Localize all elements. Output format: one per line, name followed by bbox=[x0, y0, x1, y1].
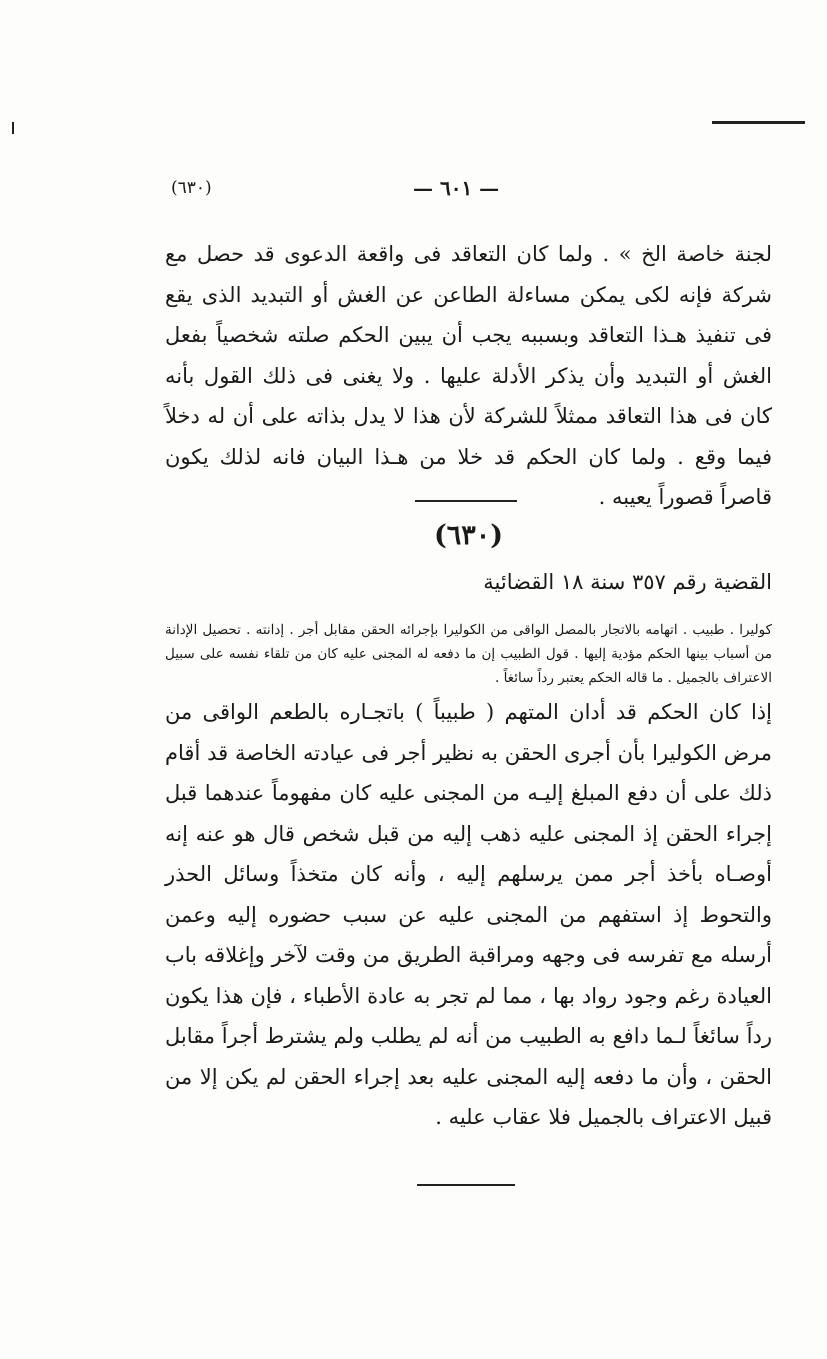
document-page bbox=[165, 170, 772, 1180]
case-title: القضية رقم ٣٥٧ سنة ١٨ القضائية bbox=[483, 570, 772, 594]
case-summary: كوليرا . طبيب . اتهامه بالاتجار بالمصل الواقى من الكوليرا بإجرائه الحقن مقابل أجر . إدانته . تحصيل الإدانة من أسباب بينها الحكم مؤدية إليها . قول الطبيب إن ما دفعه له المجنى عليه كان من تلقاء نفسه على سبيل الاعتراف بالجميل . ما قاله الحكم يعتبر رداً سائغاً . bbox=[165, 622, 772, 686]
ruling-paragraph: إذا كان الحكم قد أدان المتهم ( طبيباً ) باتجـاره بالطعم الواقى من مرض الكوليرا بأن أجرى الحقن به نظير أجر فى عيادته الخاصة قد أقام ذلك على أن دفع المبلغ إليـه من المجنى عليه كان مفهوماً عندهما قبل إجراء الحقن إذ المجنى عليه ذهب إليه من قبل شخص قال هو عنه إنه أوصـاه بأخذ أجر ممن يرسلهم إليه ، وأنه كان متخذاً وسائل الحذر والتحوط إذ استفهم من المجنى عليه عن سبب حضوره إليه وعمن أرسله مع تفرسه فى وجهه ومراقبة الطريق من وقت لآخر وإغلاقه باب العيادة رغم وجود رواد بها ، مما لم تجر به عادة الأطباء ، فإن هذا يكون رداً سائغاً لـما دافع به الطبيب من أنه لم يطلب ولم يشترط أجراً مقابل الحقن ، وأن ما دفعه إليه المجنى عليه بعد إجراء الحقن لم يكن إلا من قبيل الاعتراف بالجميل فلا عقاب عليه . bbox=[165, 700, 772, 1129]
scan-edge-line bbox=[712, 121, 805, 124]
end-divider bbox=[417, 1184, 515, 1186]
scan-edge-mark bbox=[12, 122, 14, 134]
section-divider bbox=[415, 500, 517, 502]
page-number: — ٦٠١ — bbox=[413, 176, 500, 200]
paragraph-continuation: لجنة خاصة الخ » . ولما كان التعاقد فى واقعة الدعوى قد حصل مع شركة فإنه لكى يمكن مساءلة الطاعن عن الغش أو التبديد الذى يقع فى تنفيذ هـذا التعاقد وبسببه يجب أن يبين الحكم صلته شخصياً بفعل الغش أو التبديد وأن يذكر الأدلة عليها . ولا يغنى فى ذلك القول بأنه كان فى هذا التعاقد ممثلاً للشركة لأن هذا لا يدل بذاته على أن له دخلاً فيما وقع . ولما كان الحكم قد خلا من هـذا البيان فانه لذلك يكون قاصراً قصوراً يعيبه . bbox=[165, 242, 772, 509]
running-case-reference: (٦٣٠) bbox=[171, 178, 212, 198]
page-header bbox=[165, 170, 772, 210]
case-number-heading: (٦٣٠) bbox=[433, 520, 504, 551]
